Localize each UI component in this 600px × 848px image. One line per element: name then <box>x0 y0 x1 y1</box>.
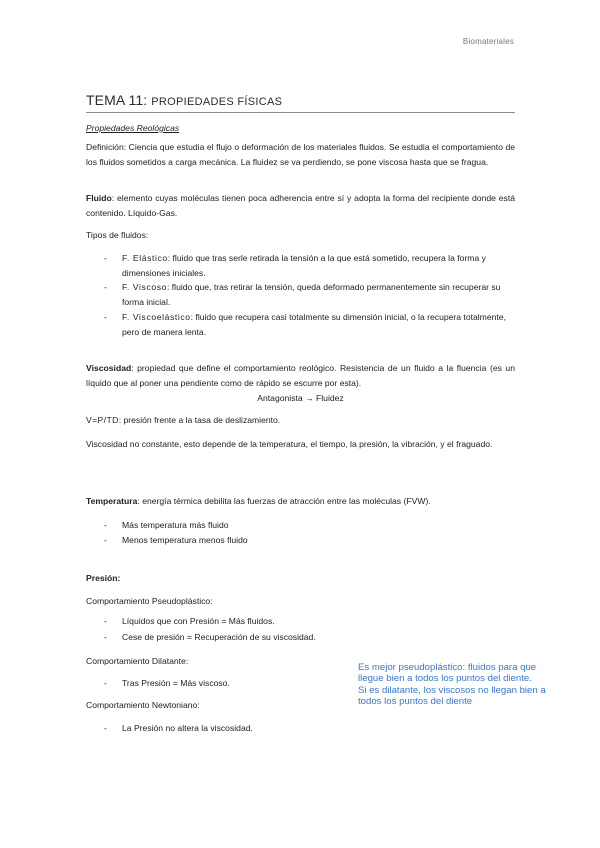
fluido-text: : elemento cuyas moléculas tienen poca adherencia entre sí y adopta la forma del recipiente donde está contenido. Líquido-Gas. <box>86 193 515 218</box>
newtoniano-label: Comportamiento Newtoniano: <box>86 700 200 710</box>
annotation-line: Si es dilatante, los viscosos no llegan bien a <box>358 684 546 696</box>
formula-text: : presión frente a la tasa de deslizamiento. <box>118 415 281 425</box>
list-item: - Tras Presión = Más viscoso. <box>104 678 230 688</box>
fluido-paragraph <box>86 191 515 220</box>
list-item: - F. Elástico: fluido que tras serle retirada la tensión a la que está sometido, recupera la forma y dimensiones iniciales. <box>104 253 486 278</box>
list-item: - Más temperatura más fluido <box>104 520 229 530</box>
list-item: - Líquidos que con Presión = Más fluidos. <box>104 616 275 626</box>
formula-label: V=P/TD <box>86 415 119 425</box>
title-name: PROPIEDADES FÍSICAS <box>151 96 283 108</box>
list-item: - F. Viscoso: fluido que, tras retirar la tensión, queda deformado permanentemente sin recuperar su forma inicial. <box>104 282 501 307</box>
annotation-line: llegue bien a todos los puntos del diente. <box>358 673 532 685</box>
list-dash: - <box>104 312 107 322</box>
list-dash: - <box>104 282 107 292</box>
handwritten-style-annotation <box>358 662 573 707</box>
antagonista-line: Antagonista → Fluidez <box>257 393 344 403</box>
presion-heading: Presión: <box>86 573 121 583</box>
title-rule <box>86 112 515 113</box>
title-number: TEMA 11: <box>86 92 152 108</box>
annotation-line: todos los puntos del diente <box>358 695 473 707</box>
viscosidad-text: : propiedad que define el comportamiento reológico. Resistencia de un fluido a la fluencia (es un líquido que al poner una pendiente como de rápido se escurre por esta). <box>86 363 515 388</box>
dilatante-label: Comportamiento Dilatante: <box>86 656 189 666</box>
temperatura-label: Temperatura <box>86 496 138 506</box>
list-item: - Menos temperatura menos fluido <box>104 535 248 545</box>
list-item: - Cese de presión = Recuperación de su viscosidad. <box>104 632 316 642</box>
page-title <box>86 92 282 108</box>
temperatura-text: : energía térmica debilita las fuerzas de atracción entre las moléculas (FVW). <box>137 496 431 506</box>
fluido-label: Fluido <box>86 193 112 203</box>
viscosidad-label: Viscosidad <box>86 363 132 373</box>
definicion-paragraph: Definición: Ciencia que estudia el flujo o deformación de los materiales fluidos. Se estudia el comportamiento de los fluidos sometidos a carga mecánica. La fluidez se va perdiendo, se pone viscosa hasta que se fragua. <box>86 142 515 167</box>
pseudo-label: Comportamiento Pseudoplástico: <box>86 596 213 606</box>
list-item: - F. Viscoelástico: fluido que recupera casi totalmente su dimensión inicial, o la recupera totalmente, pero de manera lenta. <box>104 312 506 337</box>
temperatura-paragraph <box>86 494 515 509</box>
tipos-label: Tipos de fluidos: <box>86 230 149 240</box>
annotation-line: Es mejor pseudoplástico: fluidos para que <box>358 662 537 673</box>
list-item: - La Presión no altera la viscosidad. <box>104 723 253 733</box>
viscosidad-no-constante: Viscosidad no constante, esto depende de la temperatura, el tiempo, la presión, la vibración, y el fraguado. <box>86 439 493 449</box>
running-header: Biomateriales <box>462 37 514 46</box>
formula-line <box>86 413 515 428</box>
section-subtitle: Propiedades Reológicas <box>86 123 180 133</box>
list-dash: - <box>104 253 107 263</box>
viscosidad-paragraph <box>86 361 515 390</box>
